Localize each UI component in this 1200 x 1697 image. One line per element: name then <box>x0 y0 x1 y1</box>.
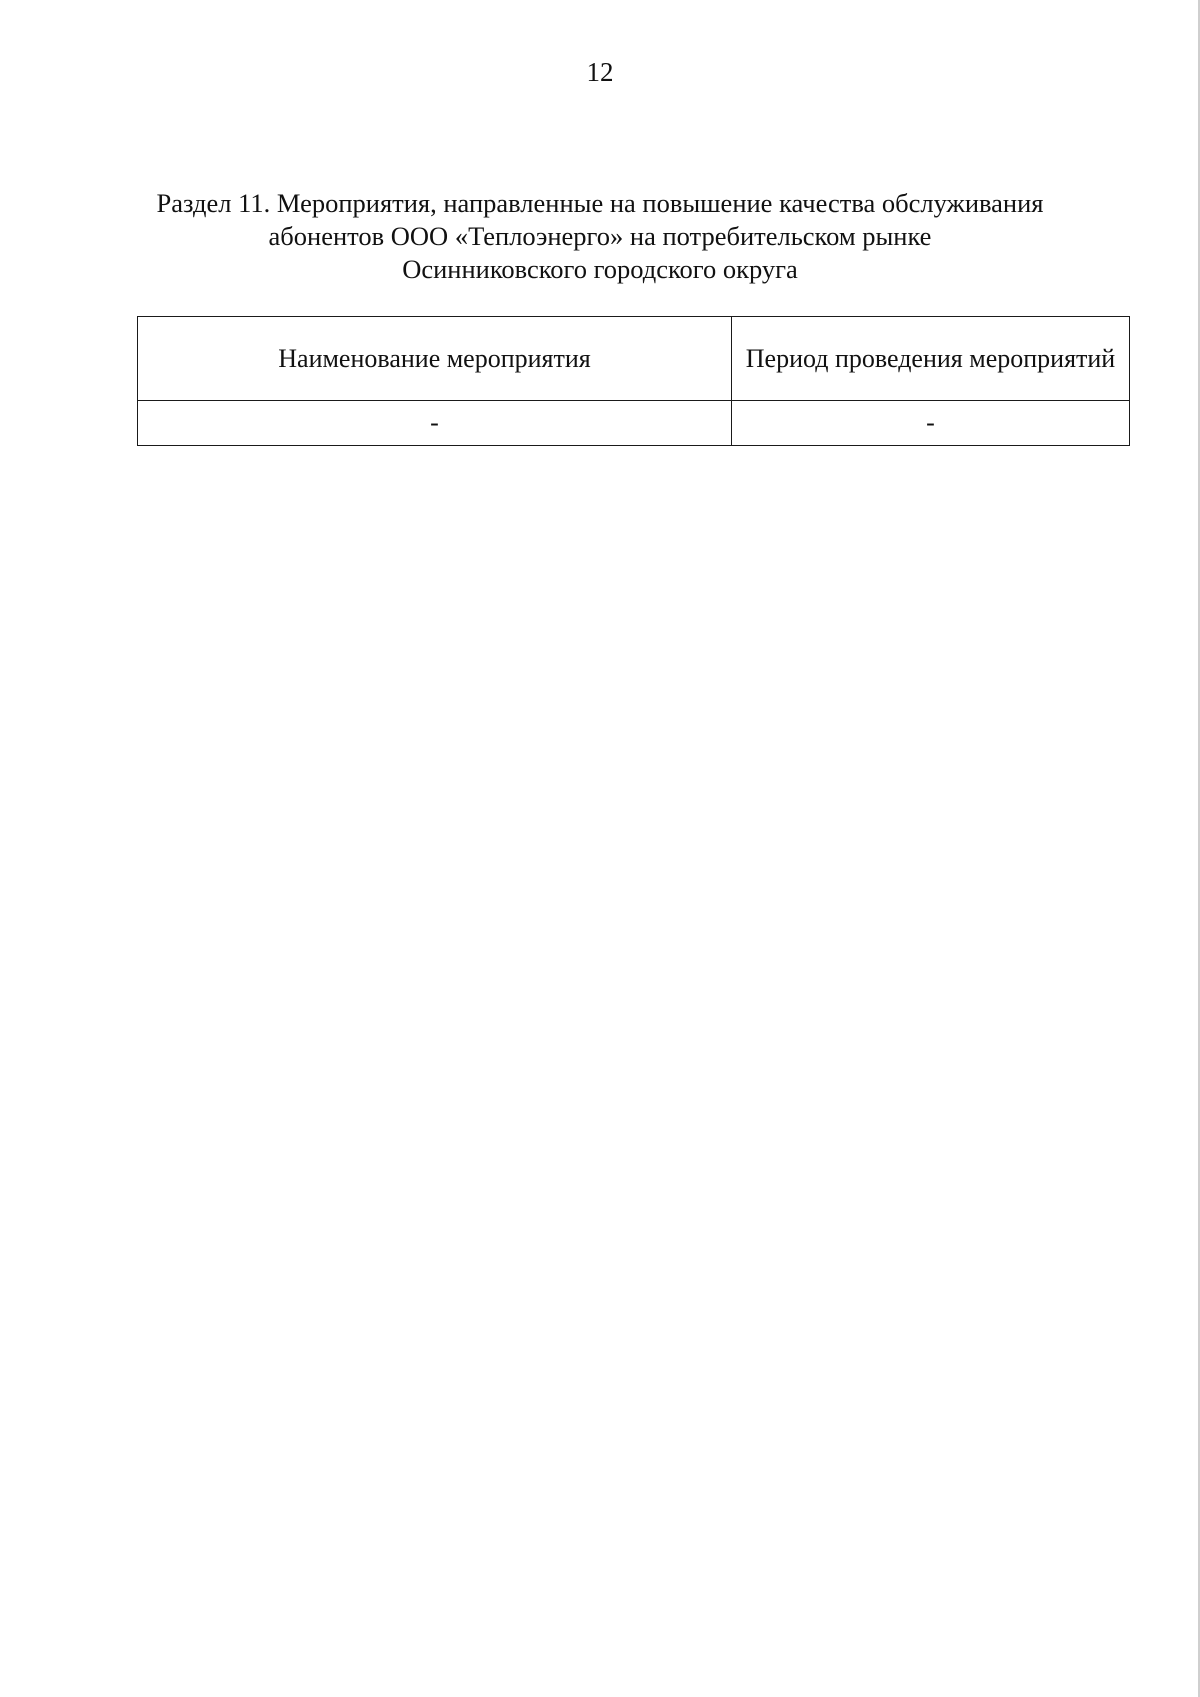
section-title-line-1: Раздел 11. Мероприятия, направленные на повышение качества обслуживания <box>156 188 1044 218</box>
events-table <box>137 316 1130 446</box>
cell-event-period: - <box>732 401 1130 446</box>
section-title-line-2: абонентов ООО «Теплоэнерго» на потребительском рынке <box>268 221 932 251</box>
section-title-line-3: Осинниковского городского округа <box>402 254 798 284</box>
cell-event-name: - <box>138 401 732 446</box>
section-title <box>100 187 1100 286</box>
header-event-period: Период проведения мероприятий <box>732 317 1130 401</box>
table-row <box>138 401 1130 446</box>
table-header-row <box>138 317 1130 401</box>
header-event-name: Наименование мероприятия <box>138 317 732 401</box>
page-number: 12 <box>586 57 614 87</box>
